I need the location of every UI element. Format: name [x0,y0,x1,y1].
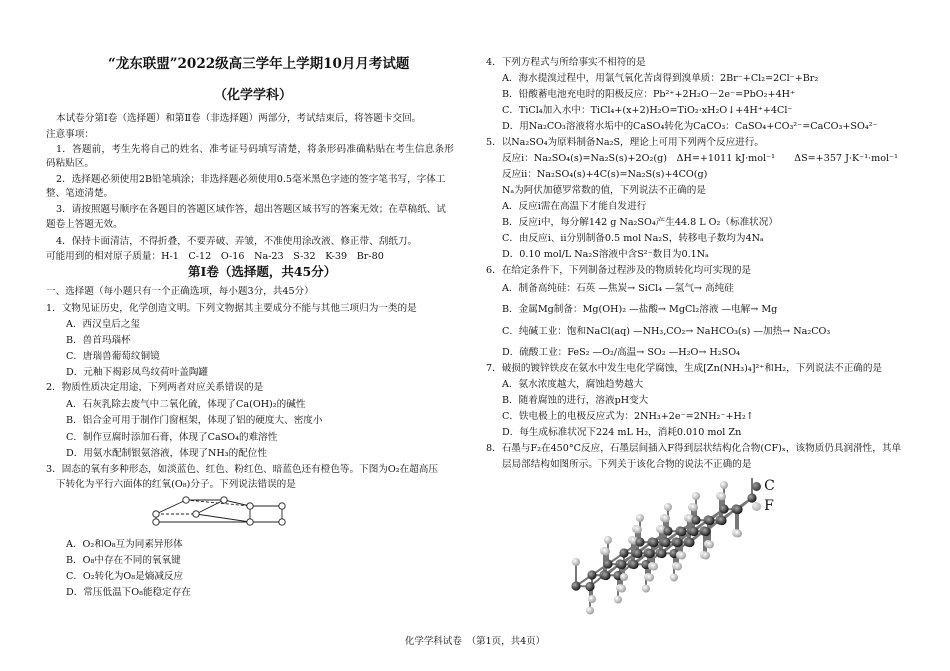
q5-option-c: C．由反应ⅰ、ⅱ分别制备0.5 mol Na₂S，转移电子数均为4Nₐ [502,233,764,244]
carbon-atom [633,549,642,558]
fluorine-atom [734,530,742,538]
carbon-atom [587,570,596,579]
instructions-intro: 本试卷分第Ⅰ卷（选择题）和第Ⅱ卷（非选择题）两部分，考试结束后，将答题卡交回。 [56,113,422,124]
carbon-atom [619,548,628,557]
q8-stem-2: 层局部结构如图所示。下列关于该化合物的说法不正确的是 [502,459,752,470]
carbon-atom [661,538,670,547]
fluorine-atom [614,596,622,604]
q3-option-a: A．O₂和O₈互为同素异形体 [66,539,183,550]
notice-label: 注意事项： [46,129,94,140]
legend-carbon-label: C [764,478,775,494]
carbon-atom [705,516,714,525]
carbon-atom [691,515,700,524]
q7-option-b: B．随着腐蚀的进行，溶液pH变大 [502,395,649,406]
fluorine-atom [718,493,726,501]
carbon-atom [673,538,682,547]
notice-2a: 2．选择题必须使用2B铅笔填涂；非选择题必须使用0.5毫米黑色字迹的签字笔书写，字体工 [56,174,446,185]
fluorine-atom [706,541,714,549]
q7-stem: 7．破损的镀锌铁皮在氨水中发生电化学腐蚀，生成[Zn(NH₃)₄]²⁺和H₂，下列说法不正确的是 [486,363,883,374]
carbon-atom [685,538,694,547]
carbon-atom [585,582,594,591]
carbon-atom [701,527,710,536]
fluorine-atom [662,515,670,523]
notice-1a: 1．答题前，考生先将自己的姓名、准考证号码填写清楚，将条形码准确粘贴在考生信息条形 [56,144,455,155]
q1-option-d: D．元釉下褐彩凤鸟纹荷叶盖陶罐 [66,367,209,378]
carbon-atom [629,560,638,569]
q3-option-d: D．常压低温下O₈能稳定存在 [66,587,191,598]
exam-subject: （化学学科） [214,88,293,103]
carbon-atom [571,581,580,590]
carbon-atom [663,526,672,535]
fluorine-atom [618,585,626,593]
legend-fluorine-label: F [764,498,774,514]
carbon-atom [635,537,644,546]
fluorine-atom [572,558,580,566]
carbon-atom [719,504,728,513]
carbon-atom [677,527,686,536]
fluorine-atom [670,574,678,582]
notice-2b: 整、笔迹清楚。 [46,188,114,199]
fluorine-atom [678,552,686,560]
q2-option-c: C．制作豆腐时添加石膏，体现了CaSO₄的难溶性 [66,432,278,443]
q3-stem-1: 3．固态的氧有多种形态，如淡蓝色、红色、粉红色、暗蓝色还有橙色等。下图为O₂在超高压 [46,464,438,475]
q6-option-d: D．硫酸工业：FeS₂ —O₂/高温→ SO₂ —H₂O→ H₂SO₄ [502,347,740,358]
fluorine-atom [620,573,628,581]
carbon-atom-icon [752,482,761,491]
q8-stem-1: 8．石墨与F₂在450°C反应，石墨层间插入F得到层状结构化合物(CF)ₓ，该物质仍具润滑性，其单 [486,443,902,454]
fluorine-atom [690,504,698,512]
fluorine-atom [646,574,654,582]
carbon-atom [657,549,666,558]
q5-stem: 5．以Na₂SO₄为原料制备Na₂S，理论上可用下列两个反应进行。 [486,137,764,148]
fluorine-atom [604,536,612,544]
fluorine-atom [586,607,594,615]
q6-option-c: C．纯碱工业：饱和NaCl(aq) —NH₃,CO₂→ NaHCO₃(s) —加热→ Na₂CO₃ [502,326,831,337]
q3-option-b: B．O₈中存在不同的氧氧键 [66,555,181,566]
q5-option-a: A．反应ⅰ需在高温下才能自发进行 [502,201,647,212]
q2-stem: 2．物质性质决定用途，下列两者对应关系错误的是 [46,382,264,393]
carbon-atom [717,516,726,525]
q3-stem-2: 下转化为平行六面体的红氧(O₈)分子。下列说法错误的是 [56,479,296,490]
q6-option-a: A．制备高纯硅：石英 —焦炭→ SiCl₄ —氢气→ 高纯硅 [502,283,734,294]
fluorine-atom [674,563,682,571]
fluorine-atom-icon [752,502,761,511]
fluorine-atom [636,514,644,522]
q5-na-note: Nₐ为阿伏加德罗常数的值，下列说法不正确的是 [502,185,706,196]
q5-option-d: D．0.10 mol/L Na₂S溶液中含S²⁻数目为0.1Nₐ [502,249,709,260]
section-desc: 一、选择题（每小题只有一个正确选项，每小题3分，共45分） [46,286,314,297]
q7-option-d: D．每生成标准状况下224 mL H₂，消耗0.010 mol Zn [502,427,742,438]
q4-stem: 4．下列方程式与所给事实不相符的是 [486,57,646,68]
notice-3a: 3．请按照题号顺序在各题目的答题区域作答，超出答题区域书写的答案无效；在草稿纸、试 [56,204,446,215]
fluorine-atom [664,503,672,511]
fluorine-atom [720,481,728,489]
carbon-atom [645,549,654,558]
q4-option-d: D．用Na₂CO₃溶液将水垢中的CaSO₄转化为CaCO₃：CaSO₄+CO₃²⁻=CaCO₃+SO₄²⁻ [502,121,878,132]
q2-option-d: D．用氨水配制银氨溶液，体现了NH₃的配位性 [66,448,267,459]
carbon-atom [689,527,698,536]
carbon-atom [733,505,742,514]
q5-option-b: B．反应ⅰ中，每分解142 g Na₂SO₄产生44.8 L O₂（标准状况） [502,217,778,228]
section-title: 第Ⅰ卷（选择题，共45分） [188,264,337,279]
exam-title: “龙东联盟”2022级高三学年上学期10月月考试题 [108,56,410,72]
notice-4: 4．保持卡面清洁，不得折叠，不要弄破、弄皱，不准使用涂改液、修正带、刮纸刀。 [56,236,418,247]
o8-molecule-diagram [146,492,296,532]
legend-fluorine [752,500,774,513]
page-footer: 化学学科试卷 （第1页，共4页） [404,636,546,647]
q7-option-a: A．氨水浓度越大，腐蚀趋势越大 [502,379,644,390]
fluorine-atom [692,492,700,500]
fluorine-atom [650,563,658,571]
q1-option-b: B．兽首玛瑙杯 [66,335,131,346]
q1-option-a: A．西汉皇后之玺 [66,319,141,330]
q2-option-a: A．石灰乳除去废气中二氧化硫，体现了Ca(OH)₂的碱性 [66,399,306,410]
carbon-atom [601,571,610,580]
q2-option-b: B．铝合金可用于制作门窗框架，体现了铝的硬度大、密度小 [66,415,323,426]
notice-3b: 题卷上答题无效。 [46,219,123,230]
notice-1b: 码粘贴区。 [46,158,94,169]
q4-option-a: A．海水提溴过程中，用氯气氧化苦卤得到溴单质：2Br⁻+Cl₂=2Cl⁻+Br₂ [502,73,819,84]
q4-option-b: B．铅酸蓄电池充电时的阳极反应：Pb²⁺+2H₂O－2e⁻=PbO₂+4H⁺ [502,89,796,100]
fluorine-atom [588,595,596,603]
fluorine-atom [602,548,610,556]
q6-option-b: B．金属Mg制备：Mg(OH)₂ —盐酸→ MgCl₂溶液 —电解→ Mg [502,304,778,315]
carbon-atom [649,538,658,547]
atomic-masses: 可能用到的相对原子质量：H-1 C-12 O-16 Na-23 S-32 K-39 Br-80 [46,251,384,262]
fluorine-atom [642,585,650,593]
q5-reaction-1: 反应ⅰ：Na₂SO₄(s)=Na₂S(s)+2O₂(g) ΔH=+1011 kJ·mol⁻¹ ΔS=+357 J·K⁻¹·mol⁻¹ [502,153,898,164]
q3-option-c: C．O₂转化为O₈是熵减反应 [66,571,184,582]
q7-option-c: C．铁电极上的电极反应式为：2NH₃+2e⁻=2NH₂⁻+H₂↑ [502,411,754,422]
fluorine-atom [702,552,710,560]
q5-reaction-2: 反应ⅱ：Na₂SO₄(s)+4C(s)=Na₂S(s)+4CO(g) [502,169,708,180]
q1-stem: 1．文物见证历史，化学创造文明。下列文物据其主要成分不能与其他三项归为一类的是 [46,303,417,314]
q1-option-c: C．唐瑞兽葡萄纹铜镜 [66,351,160,362]
q4-option-c: C．TiCl₄加入水中：TiCl₄+(x+2)H₂O=TiO₂·xH₂O↓+4H⁺+4Cl⁻ [502,105,793,116]
q6-stem: 6．在给定条件下，下列制备过程涉及的物质转化均可实现的是 [486,265,752,276]
carbon-atom [603,559,612,568]
legend-carbon [752,480,775,493]
fluorine-atom [634,526,642,534]
carbon-atom [617,560,626,569]
